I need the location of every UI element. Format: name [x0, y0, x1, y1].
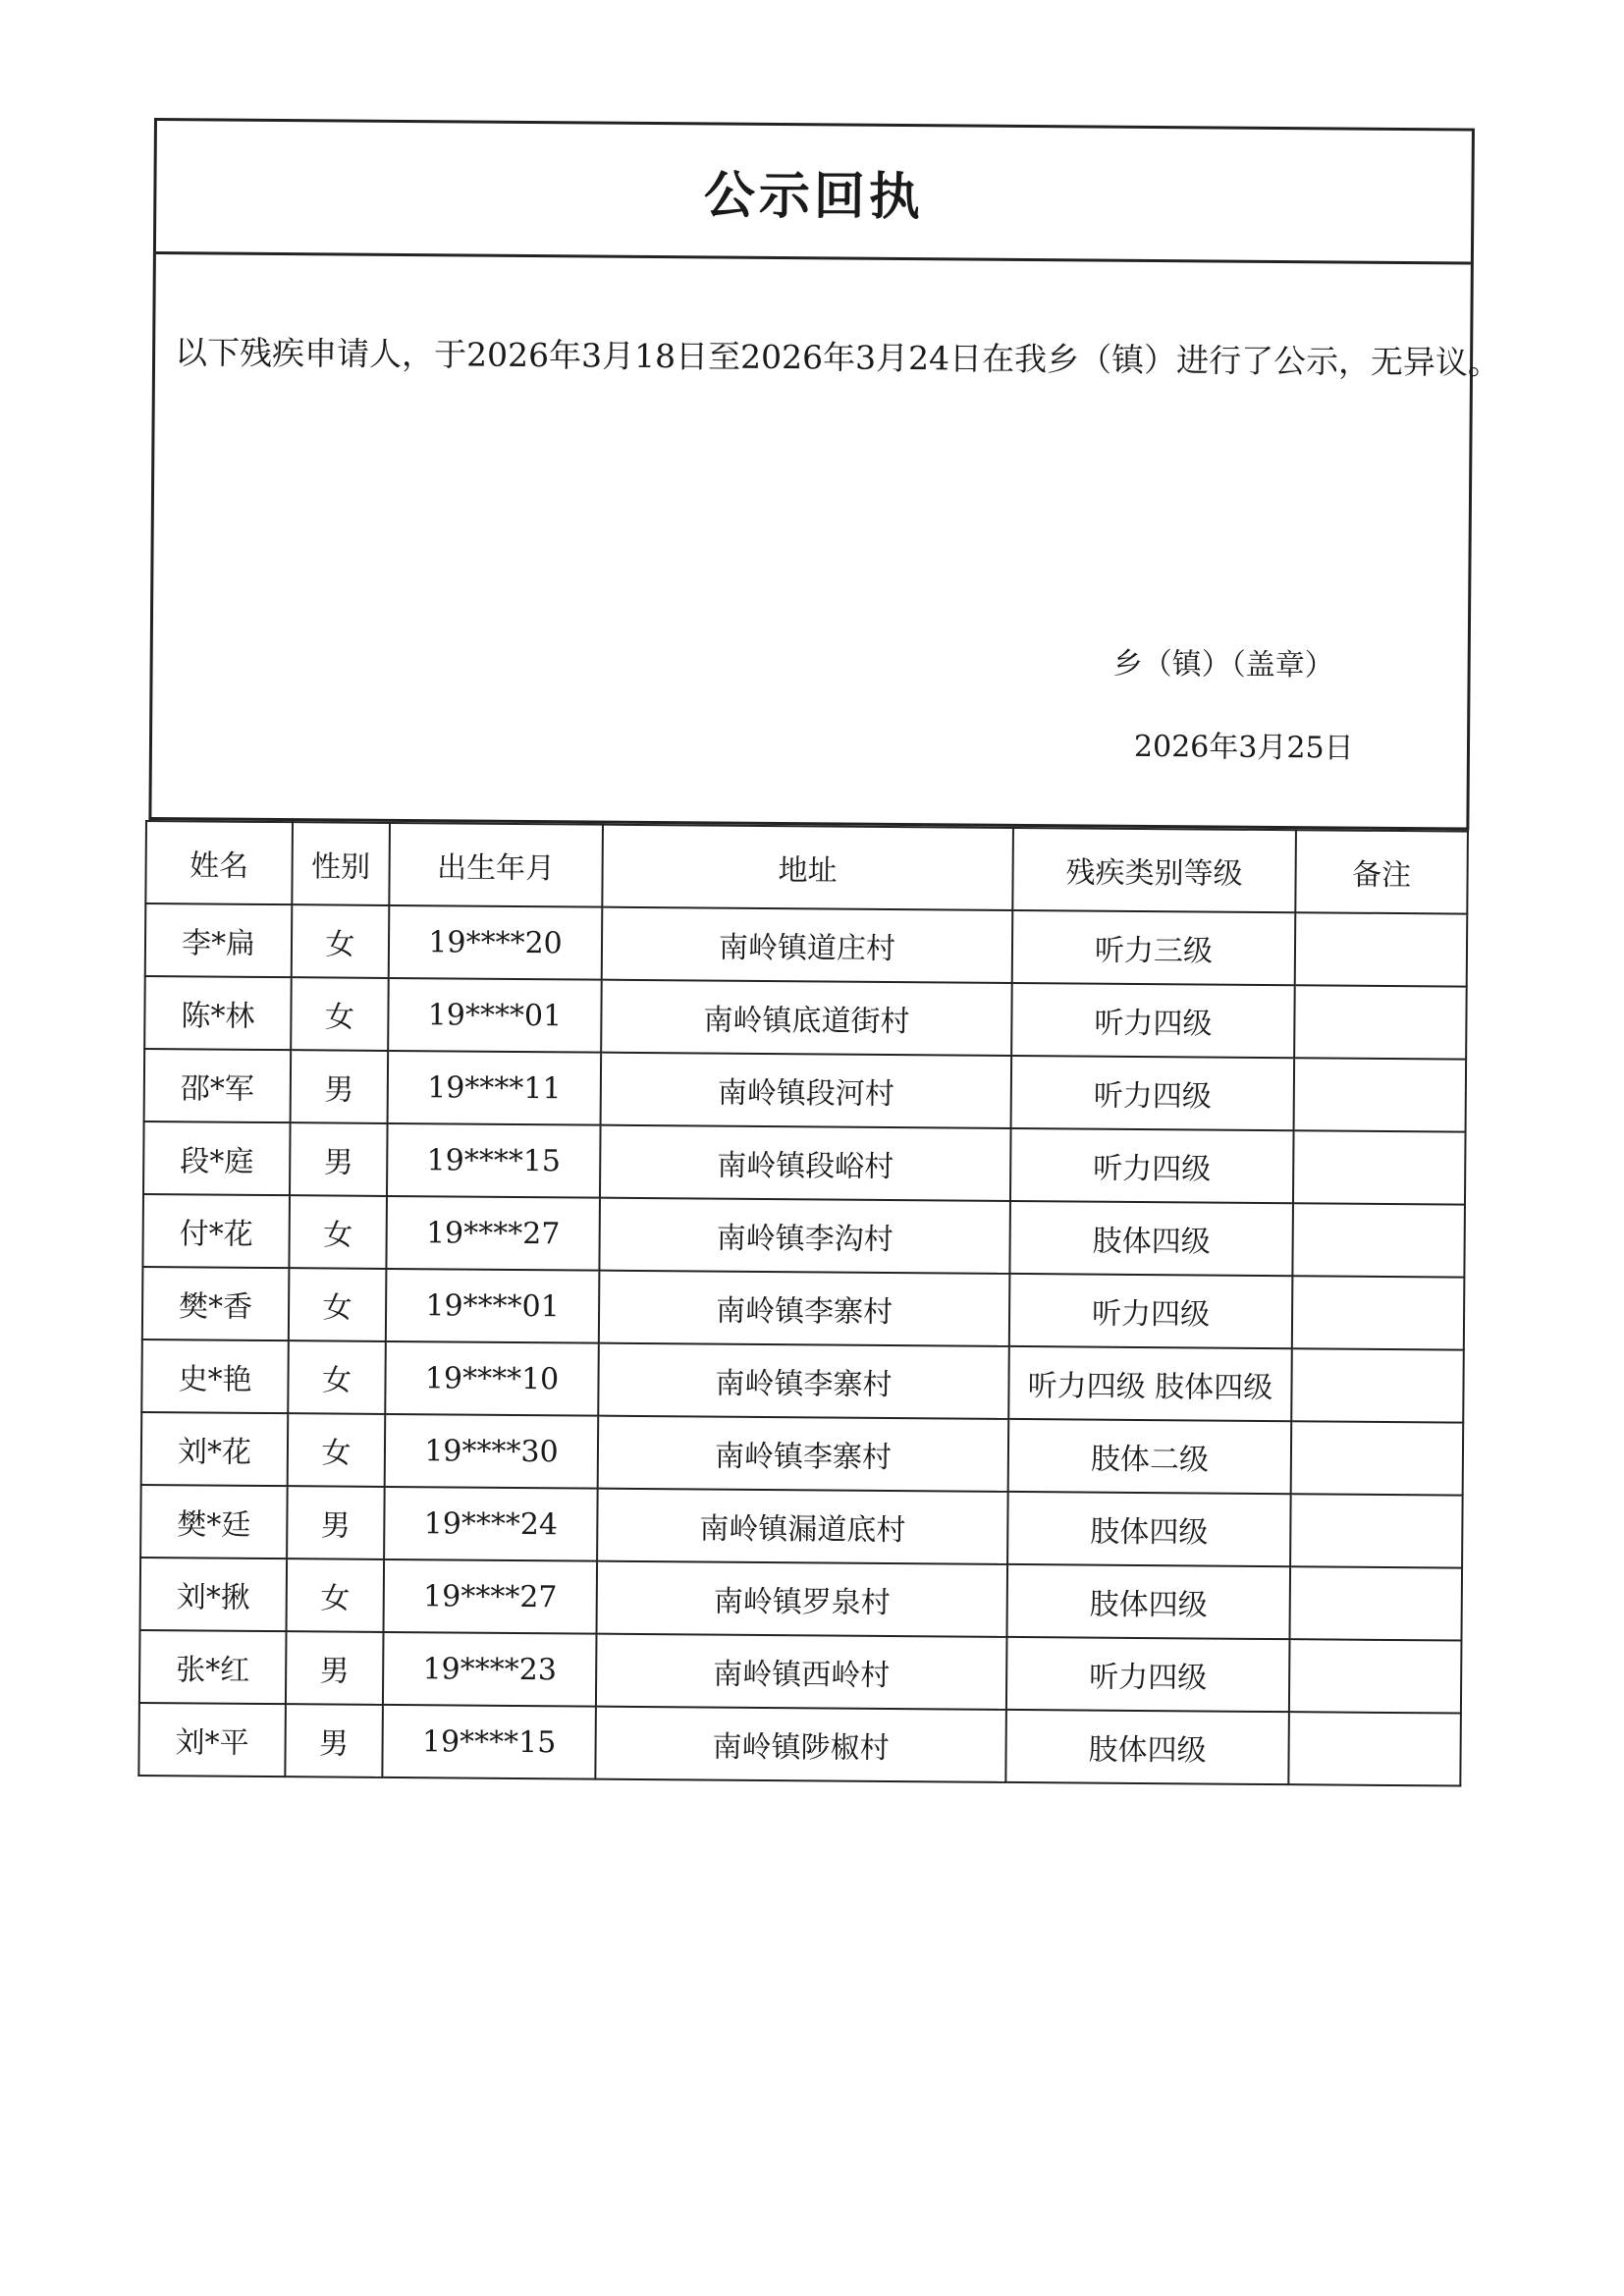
cell-note [1291, 1421, 1464, 1495]
cell-birth: 19****20 [389, 905, 603, 980]
cell-note [1289, 1639, 1462, 1713]
cell-gender: 女 [291, 977, 389, 1051]
cell-name: 史*艳 [141, 1339, 289, 1413]
cell-name: 刘*揪 [140, 1558, 288, 1631]
cell-birth: 19****15 [387, 1123, 601, 1198]
cell-note [1292, 1276, 1465, 1349]
cell-disability: 肢体四级 [1009, 1201, 1293, 1276]
table-row [141, 1412, 1464, 1496]
cell-note [1294, 1058, 1467, 1131]
cell-gender: 女 [288, 1340, 386, 1414]
cell-name: 陈*林 [144, 976, 292, 1050]
cell-disability: 肢体四级 [1006, 1564, 1290, 1639]
cell-birth: 19****15 [382, 1705, 596, 1779]
cell-address: 南岭镇李寨村 [598, 1343, 1009, 1419]
table-row [142, 1267, 1465, 1350]
cell-disability: 听力四级 肢体四级 [1008, 1346, 1292, 1421]
cell-gender: 男 [285, 1704, 383, 1777]
cell-gender: 女 [287, 1558, 385, 1632]
notice-date: 2026年3月25日 [1133, 729, 1354, 766]
cell-gender: 男 [287, 1486, 385, 1559]
cell-birth: 19****27 [386, 1196, 600, 1271]
cell-gender: 男 [286, 1631, 384, 1705]
cell-note [1292, 1203, 1465, 1277]
header-address: 地址 [602, 825, 1013, 910]
cell-birth: 19****24 [384, 1487, 598, 1561]
cell-name: 樊*香 [142, 1267, 290, 1340]
header-note: 备注 [1295, 830, 1468, 913]
cell-gender: 男 [291, 1050, 389, 1123]
cell-disability: 听力四级 [1011, 1056, 1295, 1130]
cell-name: 付*花 [142, 1194, 290, 1268]
cell-birth: 19****11 [388, 1051, 602, 1125]
notice-box [148, 118, 1501, 831]
cell-note [1288, 1712, 1461, 1785]
table-row [139, 1630, 1462, 1714]
cell-address: 南岭镇李沟村 [599, 1198, 1010, 1274]
cell-gender: 女 [292, 904, 390, 978]
header-gender: 性别 [292, 822, 390, 905]
table-row [141, 1339, 1464, 1423]
header-name: 姓名 [145, 821, 293, 904]
header-disability: 残疾类别等级 [1012, 828, 1296, 912]
table-row [140, 1485, 1463, 1568]
cell-disability: 听力四级 [1011, 983, 1295, 1058]
cell-birth: 19****01 [388, 978, 602, 1053]
cell-note [1290, 1494, 1463, 1567]
cell-note [1291, 1348, 1464, 1422]
cell-gender: 男 [290, 1122, 388, 1196]
cell-birth: 19****01 [386, 1269, 600, 1343]
cell-note [1294, 985, 1467, 1059]
cell-address: 南岭镇西岭村 [596, 1634, 1007, 1710]
cell-address: 南岭镇李寨村 [598, 1416, 1009, 1492]
cell-name: 邵*军 [144, 1049, 292, 1122]
cell-name: 李*扁 [145, 903, 293, 977]
cell-address: 南岭镇段河村 [601, 1053, 1012, 1128]
cell-disability: 肢体四级 [1005, 1710, 1289, 1784]
header-birth: 出生年月 [389, 823, 603, 907]
cell-birth: 19****27 [384, 1559, 598, 1634]
cell-name: 段*庭 [143, 1121, 291, 1195]
cell-disability: 听力四级 [1009, 1274, 1293, 1348]
table-row [140, 1558, 1463, 1641]
cell-disability: 肢体二级 [1008, 1419, 1292, 1494]
title-row [156, 121, 1472, 265]
notice-text: 以下残疾申请人，于2026年3月18日至2026年3月24日在我乡（镇）进行了公示，无异议。 [174, 333, 1501, 382]
cell-disability: 肢体四级 [1007, 1492, 1291, 1566]
table-row [145, 903, 1468, 987]
table-row [143, 1121, 1466, 1205]
table-row [144, 976, 1467, 1060]
cell-gender: 女 [289, 1268, 387, 1341]
cell-disability: 听力三级 [1012, 910, 1296, 985]
cell-note [1293, 1130, 1466, 1204]
table-body [138, 903, 1467, 1786]
table-row [138, 1703, 1461, 1786]
applicant-table [137, 820, 1469, 1787]
cell-address: 南岭镇陟椒村 [595, 1707, 1006, 1782]
cell-address: 南岭镇漏道底村 [597, 1489, 1008, 1564]
cell-address: 南岭镇段峪村 [600, 1125, 1011, 1201]
cell-name: 刘*平 [138, 1703, 286, 1777]
cell-disability: 听力四级 [1010, 1128, 1294, 1203]
cell-birth: 19****30 [385, 1414, 599, 1489]
table-row [142, 1194, 1465, 1278]
cell-gender: 女 [289, 1195, 387, 1269]
cell-name: 樊*廷 [140, 1485, 288, 1558]
table-header-row [145, 821, 1468, 914]
cell-note [1289, 1566, 1462, 1640]
cell-address: 南岭镇李寨村 [599, 1271, 1010, 1346]
cell-birth: 19****10 [385, 1341, 599, 1416]
cell-name: 张*红 [139, 1630, 287, 1704]
cell-name: 刘*花 [141, 1412, 289, 1486]
cell-note [1295, 912, 1468, 986]
cell-address: 南岭镇罗泉村 [597, 1561, 1008, 1637]
cell-gender: 女 [288, 1413, 386, 1487]
cell-birth: 19****23 [383, 1632, 597, 1707]
seal-label: 乡（镇）（盖章） [1112, 646, 1334, 683]
cell-address: 南岭镇底道街村 [601, 980, 1012, 1056]
cell-disability: 听力四级 [1006, 1637, 1290, 1712]
table-row [144, 1049, 1467, 1132]
cell-address: 南岭镇道庄村 [602, 907, 1013, 983]
document-title: 公示回执 [703, 166, 925, 228]
